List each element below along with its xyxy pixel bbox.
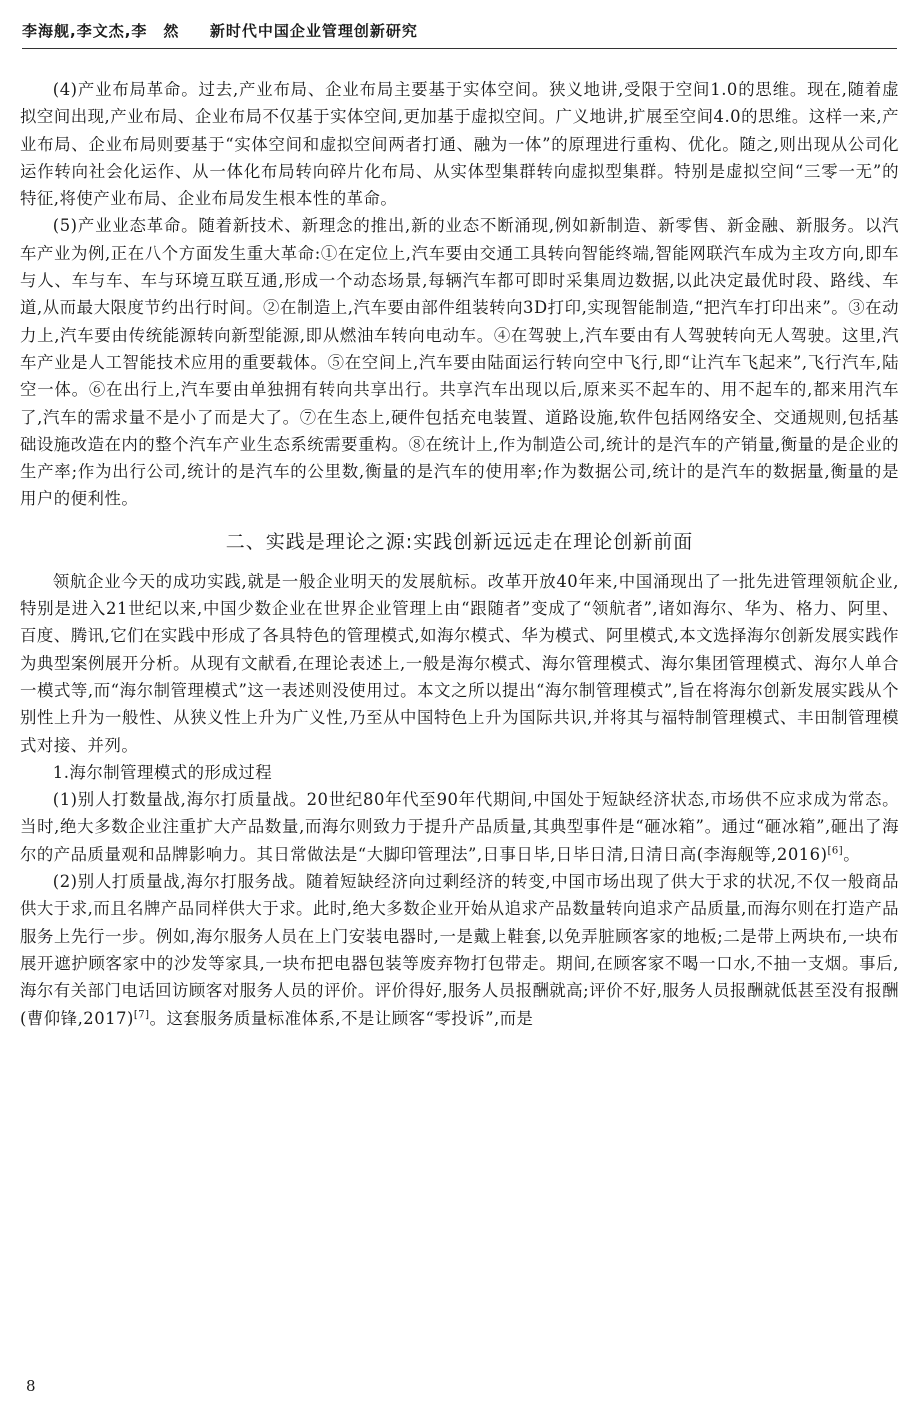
paragraph-service-war-text: (2)别人打质量战,海尔打服务战。随着短缺经济向过剩经济的转变,中国市场出现了供大于求的状况,不仅一般商品供大于求,而且名牌产品同样供大于求。此时,绝大多数企业开始从追求产品数量转向追求产品质量,而海尔则在打造产品服务上先行一步。例如,海尔服务人员在上门安装电器时,一是戴上鞋套,以免弄脏顾客家的地板;二是带上两块布,一块布展开遮护顾客家中的沙发等家具,一块布把电器包装等废弃物打包带走。期间,在顾客家不喝一口水,不抽一支烟。事后,海尔有关部门电话回访顾客对服务人员的评价。评价得好,服务人员报酬就高;评价不好,服务人员报酬就低甚至没有报酬(曹仰锋,2017): [20, 872, 899, 1028]
paragraph-industrial-layout: (4)产业布局革命。过去,产业布局、企业布局主要基于实体空间。狭义地讲,受限于空间1.0的思维。现在,随着虚拟空间出现,产业布局、企业布局不仅基于实体空间,更加基于虚拟空间。广义地讲,扩展至空间4.0的思维。这样一来,产业布局、企业布局则要基于“实体空间和虚拟空间两者打通、融为一体”的原理进行重构、优化。随之,则出现从公司化运作转向社会化运作、从一体化布局转向碎片化布局、从实体型集群转向虚拟型集群。特别是虚拟空间“三零一无”的特征,将使产业布局、企业布局发生根本性的革命。: [20, 80, 899, 209]
paragraph-quality-war: [20, 786, 899, 868]
running-head: [22, 20, 897, 41]
section-heading: 二、实践是理论之源:实践创新远远走在理论创新前面: [225, 530, 694, 553]
paragraph-industrial-format: (5)产业业态革命。随着新技术、新理念的推出,新的业态不断涌现,例如新制造、新零售、新金融、新服务。以汽车产业为例,正在八个方面发生重大革命:①在定位上,汽车要由交通工具转向智能终端,智能网联汽车成为主攻方向,即车与人、车与车、车与环境互联互通,形成一个动态场景,每辆汽车都可即时采集周边数据,以此决定最优时段、路线、车道,从而最大限度节约出行时间。②在制造上,汽车要由部件组装转向3D打印,实现智能制造,“把汽车打印出来”。③在动力上,汽车要由传统能源转向新型能源,即从燃油车转向电动车。④在驾驶上,汽车要由有人驾驶转向无人驾驶。这里,汽车产业是人工智能技术应用的重要载体。⑤在空间上,汽车要由陆面运行转向空中飞行,即“让汽车飞起来”,飞行汽车,陆空一体。⑥在出行上,汽车要由单独拥有转向共享出行。共享汽车出现以后,原来买不起车的、用不起车的,都来用汽车了,汽车的需求量不是小了而是大了。⑦在生态上,硬件包括充电装置、道路设施,软件包括网络安全、交通规则,包括基础设施改造在内的整个汽车产业生态系统需要重构。⑧在统计上,作为制造公司,统计的是汽车的产销量,衡量的是企业的生产率;作为出行公司,统计的是汽车的公里数,衡量的是汽车的使用率;作为数据公司,统计的是汽车的数据量,衡量的是用户的便利性。: [20, 216, 899, 509]
running-head-title: 新时代中国企业管理创新研究: [209, 22, 418, 40]
paragraph-quality-war-end: 。: [843, 844, 861, 864]
citation-7: [7]: [133, 1009, 150, 1021]
page-number: 8: [26, 1377, 36, 1395]
article-body: [20, 76, 899, 1032]
header-rule: [22, 48, 897, 49]
subheading: 1.海尔制管理模式的形成过程: [52, 762, 273, 782]
paragraph-intro: 领航企业今天的成功实践,就是一般企业明天的发展航标。改革开放40年来,中国涌现出了一批先进管理领航企业,特别是进入21世纪以来,中国少数企业在世界企业管理上由“跟随者”变成了“领航者”,诸如海尔、华为、格力、阿里、百度、腾讯,它们在实践中形成了各具特色的管理模式,如海尔模式、华为模式、阿里模式,本文选择海尔创新发展实践作为典型案例展开分析。从现有文献看,在理论表述上,一般是海尔模式、海尔管理模式、海尔集团管理模式、海尔人单合一模式等,而“海尔制管理模式”这一表述则没使用过。本文之所以提出“海尔制管理模式”,旨在将海尔创新发展实践从个别性上升为一般性、从狭义性上升为广义性,乃至从中国特色上升为国际共识,并将其与福特制管理模式、丰田制管理模式对接、并列。: [20, 571, 899, 755]
running-head-authors: 李海舰,李文杰,李 然: [22, 22, 180, 40]
paragraph-quality-war-text: (1)别人打数量战,海尔打质量战。20世纪80年代至90年代期间,中国处于短缺经济状态,市场供不应求成为常态。当时,绝大多数企业注重扩大产品数量,而海尔则致力于提升产品质量,其典型事件是“砸冰箱”。通过“砸冰箱”,砸出了海尔的产品质量观和品牌影响力。其日常做法是“大脚印管理法”,日事日毕,日毕日清,日清日高(李海舰等,2016): [20, 790, 899, 864]
paragraph-service-war: [20, 868, 899, 1032]
paragraph-service-war-end: 。这套服务质量标准体系,不是让顾客“零投诉”,而是: [149, 1008, 534, 1028]
citation-6: [6]: [827, 845, 844, 857]
